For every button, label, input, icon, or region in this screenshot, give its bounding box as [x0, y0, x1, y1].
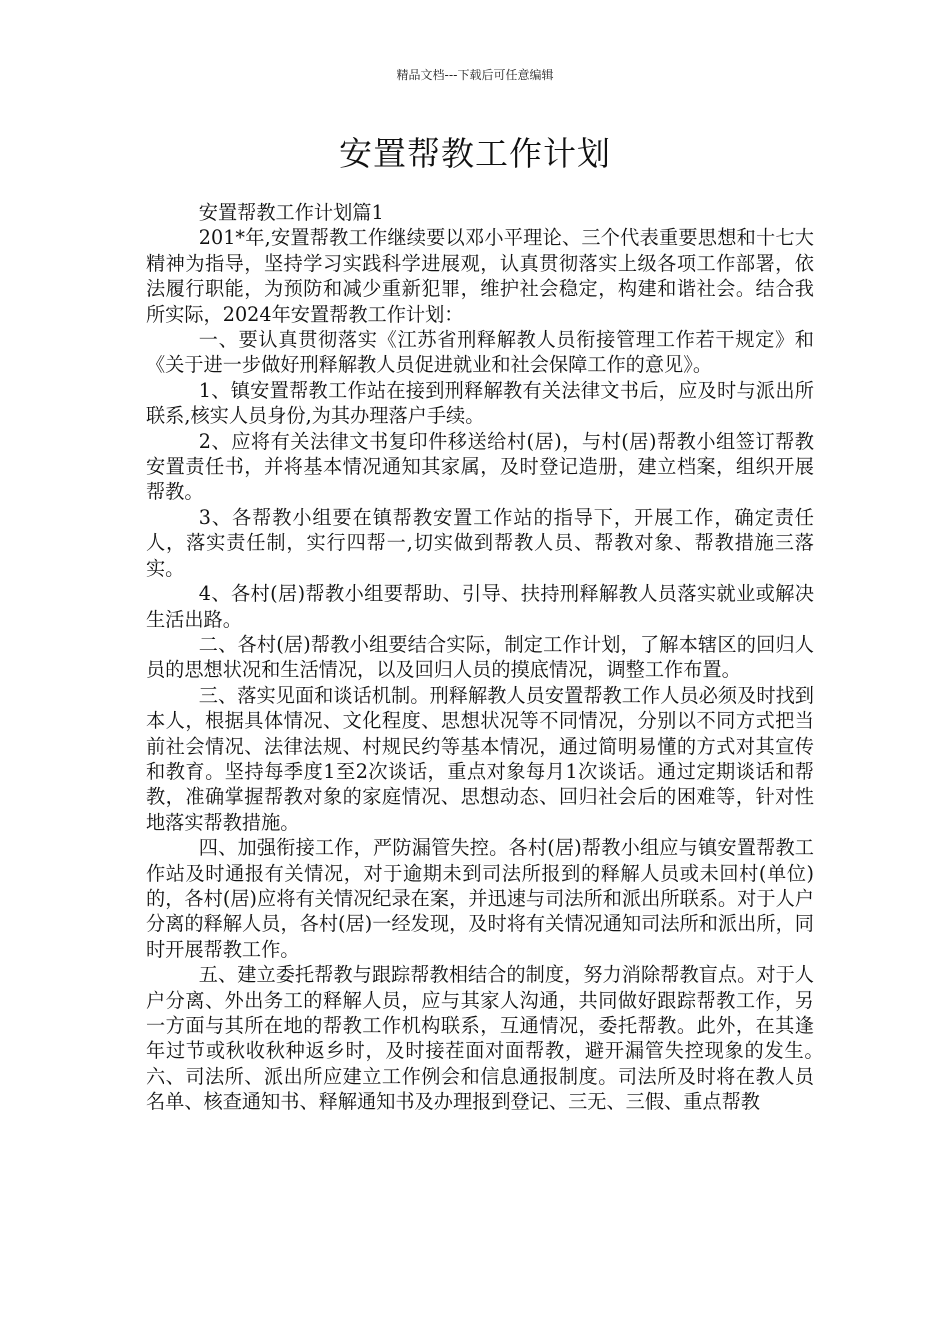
header-note: 精品文档---下载后可任意编辑: [396, 68, 554, 82]
section-heading: 安置帮教工作计划篇1: [198, 201, 384, 224]
paragraph-subitem-1: 1、镇安置帮教工作站在接到刑释解教有关法律文书后，应及时与派出所联系,核实人员身份,为其办理落户手续。: [146, 378, 814, 428]
paragraph-item-3: 三、落实见面和谈话机制。刑释解教人员安置帮教工作人员必须及时找到本人，根据具体情况、文化程度、思想状况等不同情况，分别以不同方式把当前社会情况、法律法规、村规民约等基本情况，通过简明易懂的方式对其宣传和教育。坚持每季度1至2次谈话，重点对象每月1次谈话。通过定期谈话和帮教，准确掌握帮教对象的家庭情况、思想动态、回归社会后的困难等，针对性地落实帮教措施。: [146, 683, 814, 834]
paragraph-item-5: 五、建立委托帮教与跟踪帮教相结合的制度，努力消除帮教盲点。对于人户分离、外出务工的释解人员，应与其家人沟通，共同做好跟踪帮教工作，另一方面与其所在地的帮教工作机构联系，互通情况，委托帮教。此外，在其逢年过节或秋收秋种返乡时，及时接茬面对面帮教，避开漏管失控现象的发生。 六、司法所、派出所应建立工作例会和信息通报制度。司法所及时将在教人员名单、核查通知书、释解通知书及办理报到登记、三无、三假、重点帮教: [146, 963, 834, 1114]
document-body: [146, 200, 834, 1115]
paragraph-subitem-2: 2、应将有关法律文书复印件移送给村(居)，与村(居)帮教小组签订帮教安置责任书，并将基本情况通知其家属，及时登记造册，建立档案，组织开展帮教。: [146, 429, 814, 504]
paragraph-item-1: 一、要认真贯彻落实《江苏省刑释解教人员衔接管理工作若干规定》和《关于进一步做好刑释解教人员促进就业和社会保障工作的意见》。: [146, 328, 814, 377]
paragraph-item-4: 四、加强衔接工作，严防漏管失控。各村(居)帮教小组应与镇安置帮教工作站及时通报有关情况，对于逾期未到司法所报到的释解人员或未回村(单位)的，各村(居)应将有关情况纪录在案，并迅速与司法所和派出所联系。对于人户分离的释解人员，各村(居)一经发现，及时将有关情况通知司法所和派出所，同时开展帮教工作。: [146, 836, 814, 961]
paragraph-item-2: 二、各村(居)帮教小组要结合实际，制定工作计划，了解本辖区的回归人员的思想状况和生活情况，以及回归人员的摸底情况，调整工作布置。: [146, 632, 814, 682]
document-title: 安置帮教工作计划: [339, 134, 611, 173]
intro-paragraph: 201*年,安置帮教工作继续要以邓小平理论、三个代表重要思想和十七大精神为指导，坚持学习实践科学进展观，认真贯彻落实上级各项工作部署，依法履行职能，为预防和减少重新犯罪，维护社会稳定，构建和谐社会。结合我所实际，2024年安置帮教工作计划：: [146, 226, 814, 326]
paragraph-subitem-3: 3、各帮教小组要在镇帮教安置工作站的指导下，开展工作，确定责任人，落实责任制，实行四帮一,切实做到帮教人员、帮教对象、帮教措施三落实。: [146, 505, 814, 580]
paragraph-subitem-4: 4、各村(居)帮教小组要帮助、引导、扶持刑释解教人员落实就业或解决生活出路。: [146, 582, 814, 631]
